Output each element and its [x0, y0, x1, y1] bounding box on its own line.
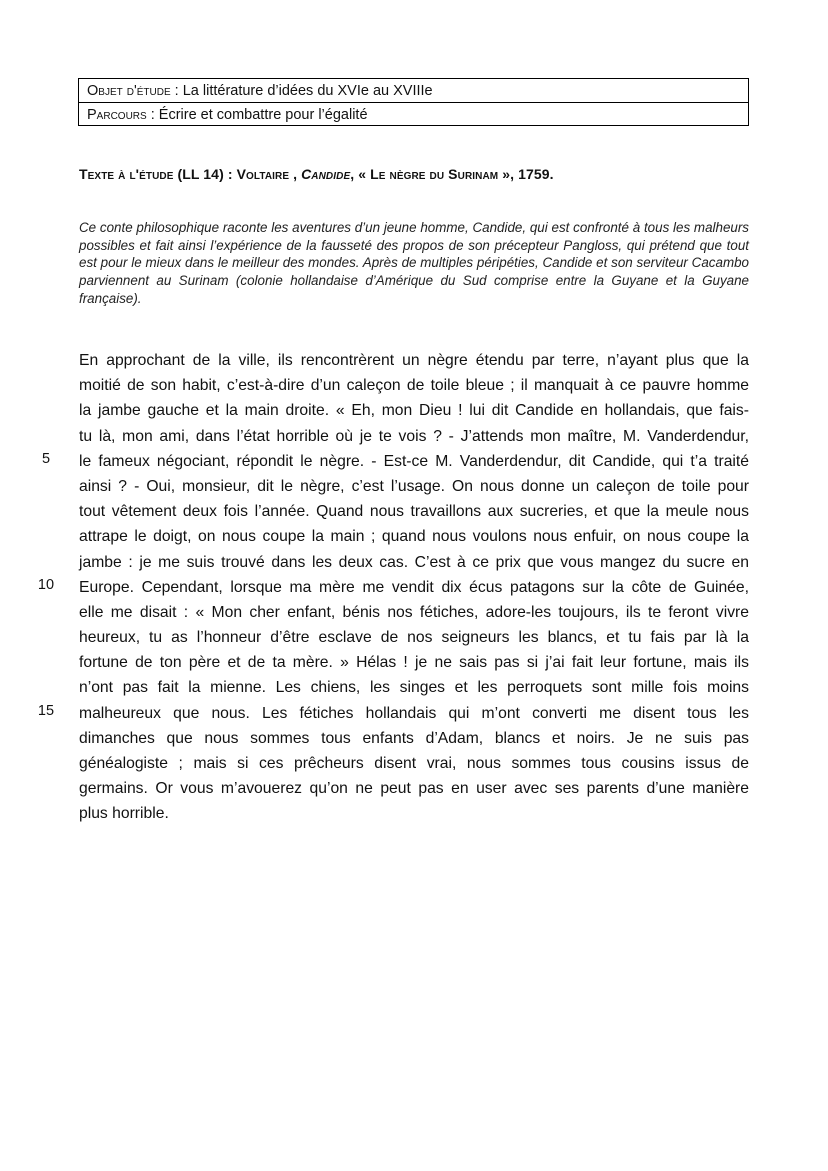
text-line: attrape le doigt, on nous coupe la main ; quand nous voulons nous enfuir, on nous coupe la	[79, 528, 749, 546]
text-line: malheureux que nous. Les fétiches hollandais qui m’ont converti me disent tous les	[79, 704, 749, 722]
text-line: ainsi ? - Oui, monsieur, dit le nègre, c’est l’usage. On nous donne un caleçon de toile pour	[79, 477, 749, 495]
text-line: En approchant de la ville, ils rencontrèrent un nègre étendu par terre, n’ayant plus que la	[79, 352, 749, 369]
text-line: fortune de ton père et de ta mère. » Hélas ! je ne sais pas si j’ai fait leur fortune, mais ils	[79, 654, 749, 672]
objet-value: : La littérature d’idées du XVIe au XVIIIe	[170, 83, 433, 99]
parcours-value: : Écrire et combattre pour l’égalité	[146, 107, 368, 123]
parcours-row	[87, 105, 368, 125]
title-suffix: , « Le nègre du Surinam », 1759.	[350, 166, 554, 182]
text-line: elle me disait : « Mon cher enfant, bénis nos fétiches, adore-les toujours, ils te feront vivre	[79, 603, 749, 621]
text-line: la jambe gauche et la main droite. « Eh, mon Dieu ! lui dit Candide en hollandais, que fais-	[79, 402, 749, 420]
text-line: germains. Or vous m’avouerez qu’on ne peut pas en user avec ses parents d’une manière	[79, 780, 749, 798]
text-line: heureux, tu as l’honneur d’être esclave de nos seigneurs les blancs, et tu fais par là la	[79, 629, 749, 647]
header-divider	[79, 102, 748, 103]
line-number: 15	[37, 703, 55, 719]
text-line: n’ont pas fait la mienne. Les chiens, les singes et les perroquets sont mille fois moins	[79, 679, 749, 697]
main-text	[79, 348, 749, 827]
line-number: 5	[41, 451, 51, 467]
text-line: dimanches que nous sommes tous enfants d’Adam, blancs et noirs. Je ne suis pas	[79, 729, 749, 747]
text-line: généalogiste ; mais si ces prêcheurs disent vrai, nous sommes tous cousins issus de	[79, 755, 749, 772]
line-number: 10	[37, 577, 55, 593]
parcours-label: Parcours	[87, 107, 147, 123]
title-work: Candide	[301, 166, 351, 182]
text-line: plus horrible.	[79, 805, 169, 823]
text-line: moitié de son habit, c’est-à-dire d’un caleçon de toile bleue ; il manquait à ce pauvre homme	[79, 377, 749, 395]
text-line: tu là, mon ami, dans l’état horrible où je te vois ? - J’attends mon maître, M. Vanderdendur,	[79, 427, 749, 445]
objet-label: Objet d'étude	[87, 83, 171, 99]
intro-paragraph: Ce conte philosophique raconte les aventures d’un jeune homme, Candide, qui est confronté à tous les malheurs possibles et fait ainsi l’expérience de la fausseté des propos de son précepteur Pangloss, qui prétend que tout est pour le mieux dans le meilleur des mondes. Après de multiples péripéties, Candide et son serviteur Cacambo parviennent au Surinam (colonie hollandaise d’Amérique du Sud comprise entre la Guyane et la Guyane française).	[79, 220, 749, 306]
text-line: Europe. Cependant, lorsque ma mère me vendit dix écus patagons sur la côte de Guinée,	[79, 578, 749, 596]
text-line: tout vêtement deux fois l’année. Quand nous travaillons aux sucreries, et que la meule nous	[79, 503, 749, 521]
objet-detude-row	[87, 81, 433, 101]
header-box	[78, 78, 749, 126]
title-prefix: Texte à l'étude (LL 14) : Voltaire ,	[79, 166, 302, 182]
text-line: le fameux négociant, répondit le nègre. - Est-ce M. Vanderdendur, dit Candide, qui t’a traité	[79, 452, 749, 470]
page-title	[79, 166, 554, 182]
text-line: jambe : je me suis trouvé dans les deux cas. C’est à ce prix que vous mangez du sucre en	[79, 553, 749, 571]
